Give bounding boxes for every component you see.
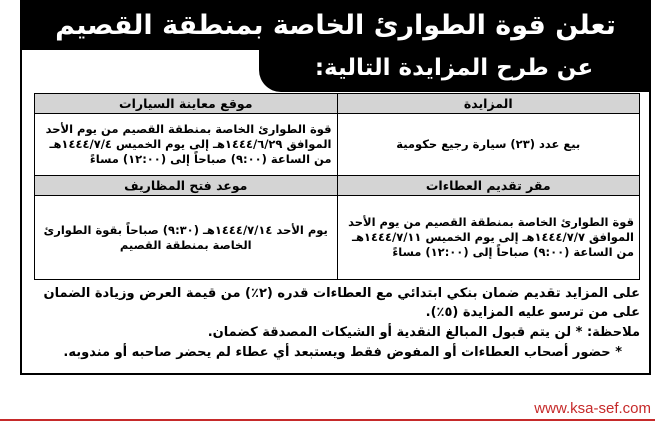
note-attendance: * حضور أصحاب العطاءات أو المفوض فقط ويستبعد أي عطاء لم يحضر صاحبه أو مندوبه. [63,345,622,360]
footer-divider [0,419,655,421]
auction-value: بيع عدد (٢٣) سيارة رجيع حكومية [337,114,640,176]
header-auction: المزايدة [337,94,640,114]
note-cash-not-accepted: ملاحظة: * لن يتم قبول المبالغ النقدية أو الشيكات المصدقة كضمان. [207,325,640,340]
inspection-site-value: قوة الطوارئ الخاصة بمنطقة القصيم من يوم الأحد الموافق ١٤٤٤/٦/٢٩هـ إلى يوم الخميس ١٤٤٤/٧/٤هـ من الساعة (٩:٠٠) صباحاً إلى (١٢:٠٠) مساءً [35,114,338,176]
guarantee-text: على المزايد تقديم ضمان بنكي ابتدائي مع العطاءات قدره (٢٪) من قيمة العرض وزيادة الضمان على من ترسو عليه المزايدة (٥٪). [43,286,640,320]
auction-details-table [34,93,640,280]
submission-place-value: قوة الطوارئ الخاصة بمنطقة القصيم من يوم الأحد الموافق ١٤٤٤/٧/٧هـ إلى يوم الخميس ١٤٤٤/٧/١١هـ من الساعة (٩:٠٠) صباحاً إلى (١٢:٠٠) مساءً [337,196,640,280]
auction-subtitle: عن طرح المزايدة التالية: [259,48,649,92]
advertisement-frame [20,0,651,375]
terms-section [34,284,640,363]
opening-date-value: يوم الأحد ١٤٤٤/٧/١٤هـ (٩:٣٠) صباحاً بقوة الطوارئ الخاصة بمنطقة القصيم [35,196,338,280]
header-submission-place: مقر تقديم العطاءات [337,176,640,196]
website-watermark: www.ksa-sef.com [534,400,651,417]
header-opening-date: موعد فتح المظاريف [35,176,338,196]
announcement-title: تعلن قوة الطوارئ الخاصة بمنطقة القصيم [22,2,649,50]
header-inspection-site: موقع معاينة السيارات [35,94,338,114]
